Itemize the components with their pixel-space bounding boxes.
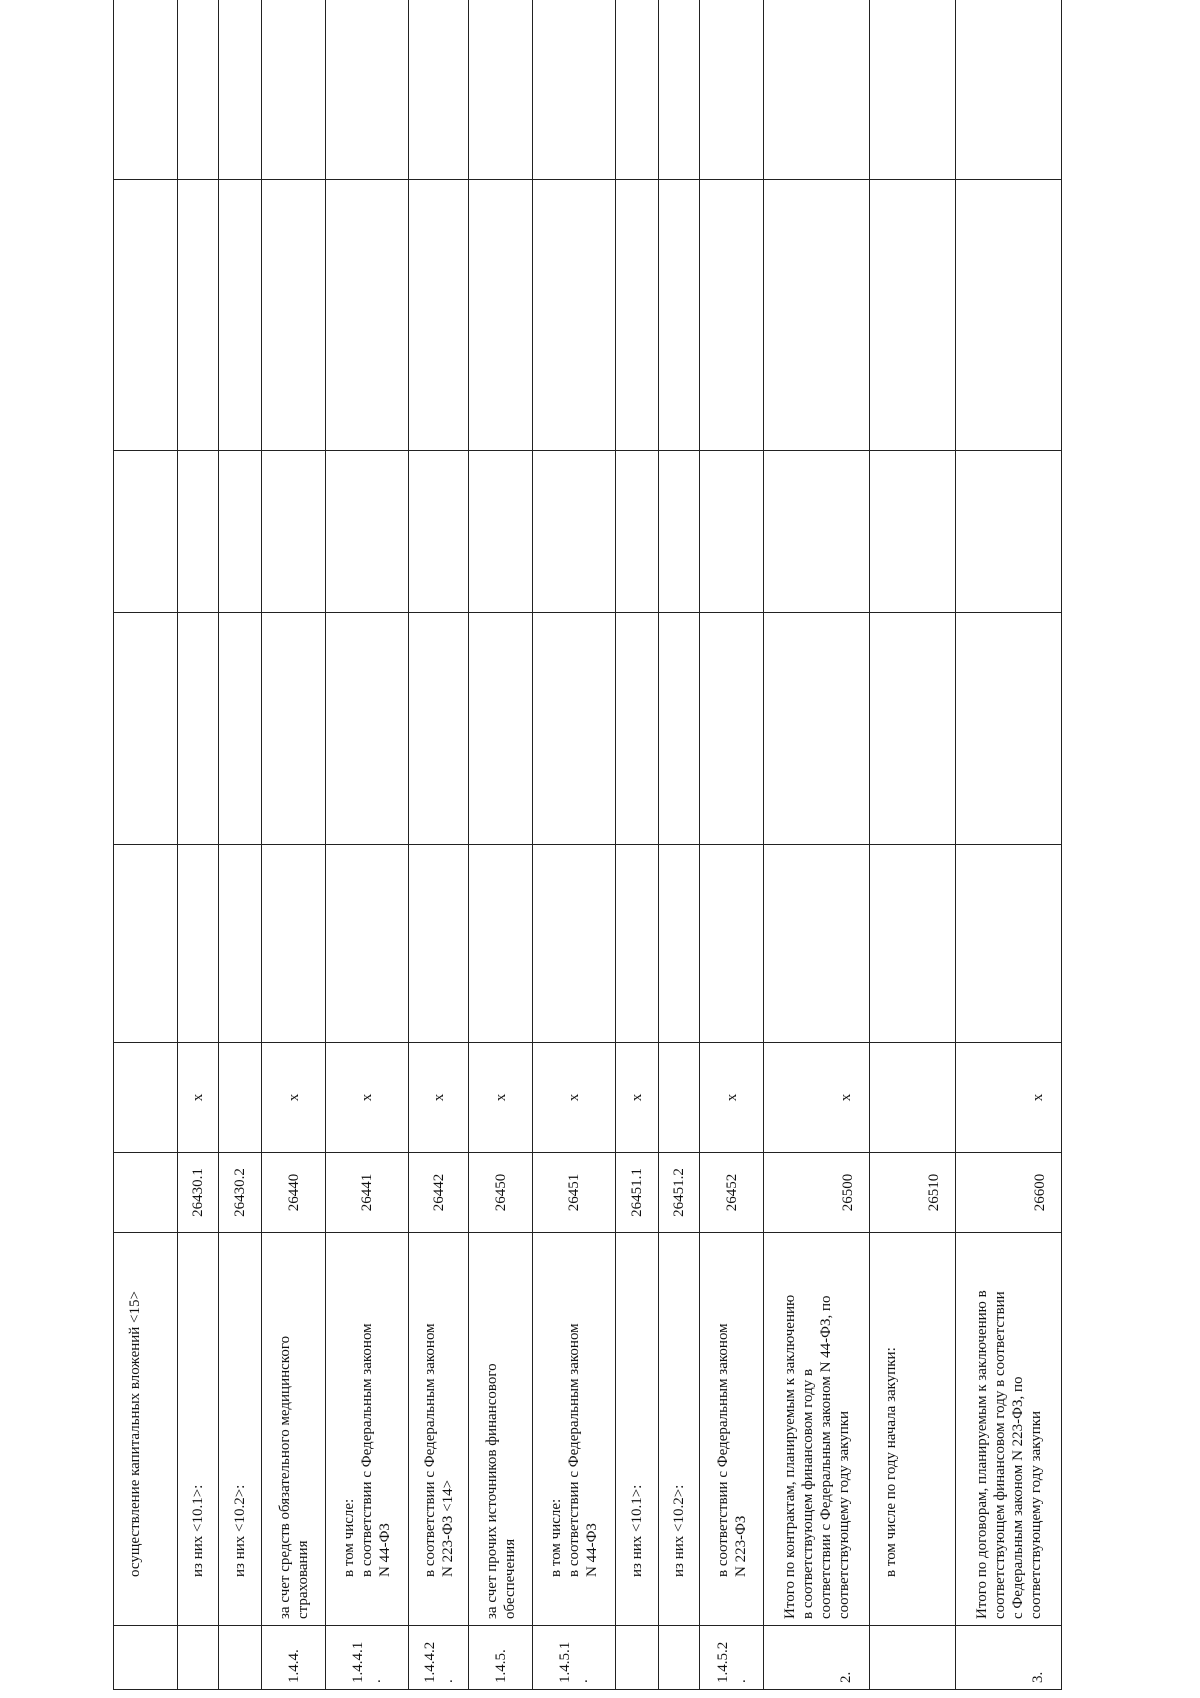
empty-cell <box>700 0 764 180</box>
empty-cell <box>326 845 409 1043</box>
row-code: 26451 <box>533 1153 616 1233</box>
empty-cell <box>178 451 219 613</box>
empty-cell <box>178 613 219 845</box>
empty-cell <box>956 0 1062 180</box>
row-label: в том числе по году начала закупки: <box>870 1233 956 1626</box>
row-code: 26430.2 <box>219 1153 262 1233</box>
empty-cell <box>870 0 956 180</box>
row-label: Итого по договорам, планируемым к заключению в соответствующем финансовом году в соответствии с Федеральным законом N 223-ФЗ, по соответствующему году закупки <box>956 1233 1062 1626</box>
row-number: 1.4.5. <box>469 1626 533 1690</box>
row-number <box>616 1626 659 1690</box>
row-number <box>114 1626 178 1690</box>
row-label: в том числе: в соответствии с Федеральным законом N 44-ФЗ <box>326 1233 409 1626</box>
empty-cell <box>219 451 262 613</box>
empty-cell <box>764 845 870 1043</box>
row-code <box>114 1153 178 1233</box>
empty-cell <box>659 613 700 845</box>
row-mark: x <box>262 1043 326 1153</box>
empty-cell <box>764 180 870 451</box>
row-number: 1.4.5.2 . <box>700 1626 764 1690</box>
empty-cell <box>262 451 326 613</box>
empty-cell <box>659 451 700 613</box>
empty-cell <box>659 845 700 1043</box>
row-label: из них <10.1>: <box>616 1233 659 1626</box>
row-code: 26442 <box>409 1153 469 1233</box>
empty-cell <box>262 0 326 180</box>
empty-cell <box>659 180 700 451</box>
empty-cell <box>870 613 956 845</box>
empty-cell <box>178 0 219 180</box>
row-mark <box>659 1043 700 1153</box>
empty-cell <box>469 180 533 451</box>
empty-cell <box>114 180 178 451</box>
table-row <box>533 0 616 1690</box>
row-number: 1.4.4.1 . <box>326 1626 409 1690</box>
empty-cell <box>326 180 409 451</box>
row-code: 26600 <box>956 1153 1062 1233</box>
row-mark: x <box>178 1043 219 1153</box>
empty-cell <box>956 451 1062 613</box>
empty-cell <box>409 180 469 451</box>
row-number <box>659 1626 700 1690</box>
empty-cell <box>326 0 409 180</box>
row-number: 1.4.5.1 . <box>533 1626 616 1690</box>
row-number <box>870 1626 956 1690</box>
row-code: 26452 <box>700 1153 764 1233</box>
table-row <box>262 0 326 1690</box>
empty-cell <box>764 0 870 180</box>
table-row <box>659 0 700 1690</box>
row-code: 26451.1 <box>616 1153 659 1233</box>
empty-cell <box>326 613 409 845</box>
row-label: из них <10.1>: <box>178 1233 219 1626</box>
empty-cell <box>219 0 262 180</box>
empty-cell <box>533 845 616 1043</box>
table-row <box>700 0 764 1690</box>
row-number: 2. <box>764 1626 870 1690</box>
empty-cell <box>469 451 533 613</box>
row-label: за счет средств обязательного медицинского страхования <box>262 1233 326 1626</box>
empty-cell <box>870 845 956 1043</box>
empty-cell <box>533 180 616 451</box>
row-mark <box>219 1043 262 1153</box>
row-mark: x <box>956 1043 1062 1153</box>
empty-cell <box>956 613 1062 845</box>
empty-cell <box>114 613 178 845</box>
row-mark <box>114 1043 178 1153</box>
empty-cell <box>764 613 870 845</box>
row-number: 1.4.4.2 . <box>409 1626 469 1690</box>
row-code: 26440 <box>262 1153 326 1233</box>
empty-cell <box>659 0 700 180</box>
empty-cell <box>409 451 469 613</box>
row-mark: x <box>469 1043 533 1153</box>
empty-cell <box>956 845 1062 1043</box>
row-mark <box>870 1043 956 1153</box>
empty-cell <box>533 613 616 845</box>
empty-cell <box>178 180 219 451</box>
empty-cell <box>764 451 870 613</box>
empty-cell <box>409 0 469 180</box>
table-row <box>178 0 219 1690</box>
empty-cell <box>700 180 764 451</box>
financial-table <box>113 0 1062 1690</box>
empty-cell <box>700 613 764 845</box>
table-row <box>764 0 870 1690</box>
empty-cell <box>870 451 956 613</box>
empty-cell <box>469 845 533 1043</box>
row-code: 26500 <box>764 1153 870 1233</box>
empty-cell <box>326 451 409 613</box>
row-number: 3. <box>956 1626 1062 1690</box>
row-label: в том числе: в соответствии с Федеральным законом N 44-ФЗ <box>533 1233 616 1626</box>
empty-cell <box>114 845 178 1043</box>
row-mark: x <box>764 1043 870 1153</box>
row-label: за счет прочих источников финансового обеспечения <box>469 1233 533 1626</box>
empty-cell <box>409 845 469 1043</box>
empty-cell <box>700 845 764 1043</box>
empty-cell <box>469 613 533 845</box>
row-number: 1.4.4. <box>262 1626 326 1690</box>
row-code: 26451.2 <box>659 1153 700 1233</box>
row-label: осуществление капитальных вложений <15> <box>114 1233 178 1626</box>
empty-cell <box>616 0 659 180</box>
empty-cell <box>616 451 659 613</box>
empty-cell <box>178 845 219 1043</box>
row-code: 26450 <box>469 1153 533 1233</box>
empty-cell <box>262 180 326 451</box>
row-label: в соответствии с Федеральным законом N 223-ФЗ <box>700 1233 764 1626</box>
empty-cell <box>219 180 262 451</box>
row-mark: x <box>700 1043 764 1153</box>
empty-cell <box>533 451 616 613</box>
table-row <box>326 0 409 1690</box>
empty-cell <box>616 845 659 1043</box>
row-mark: x <box>616 1043 659 1153</box>
row-number <box>178 1626 219 1690</box>
empty-cell <box>616 180 659 451</box>
empty-cell <box>114 0 178 180</box>
row-code: 26430.1 <box>178 1153 219 1233</box>
empty-cell <box>262 613 326 845</box>
empty-cell <box>219 845 262 1043</box>
empty-cell <box>700 451 764 613</box>
table-row <box>870 0 956 1690</box>
table-row <box>616 0 659 1690</box>
row-code: 26441 <box>326 1153 409 1233</box>
row-mark: x <box>409 1043 469 1153</box>
row-number <box>219 1626 262 1690</box>
empty-cell <box>409 613 469 845</box>
empty-cell <box>533 0 616 180</box>
empty-cell <box>870 180 956 451</box>
table-row <box>409 0 469 1690</box>
empty-cell <box>616 613 659 845</box>
table-row <box>956 0 1062 1690</box>
empty-cell <box>956 180 1062 451</box>
row-label: в соответствии с Федеральным законом N 223-ФЗ <14> <box>409 1233 469 1626</box>
row-label: Итого по контрактам, планируемым к заключению в соответствующем финансовом году в соответствии с Федеральным законом N 44-ФЗ, по соответствующему году закупки <box>764 1233 870 1626</box>
row-label: из них <10.2>: <box>219 1233 262 1626</box>
empty-cell <box>219 613 262 845</box>
table-row <box>469 0 533 1690</box>
row-code: 26510 <box>870 1153 956 1233</box>
row-label: из них <10.2>: <box>659 1233 700 1626</box>
empty-cell <box>114 451 178 613</box>
empty-cell <box>469 0 533 180</box>
empty-cell <box>262 845 326 1043</box>
row-mark: x <box>326 1043 409 1153</box>
table-row <box>114 0 178 1690</box>
row-mark: x <box>533 1043 616 1153</box>
table-row <box>219 0 262 1690</box>
